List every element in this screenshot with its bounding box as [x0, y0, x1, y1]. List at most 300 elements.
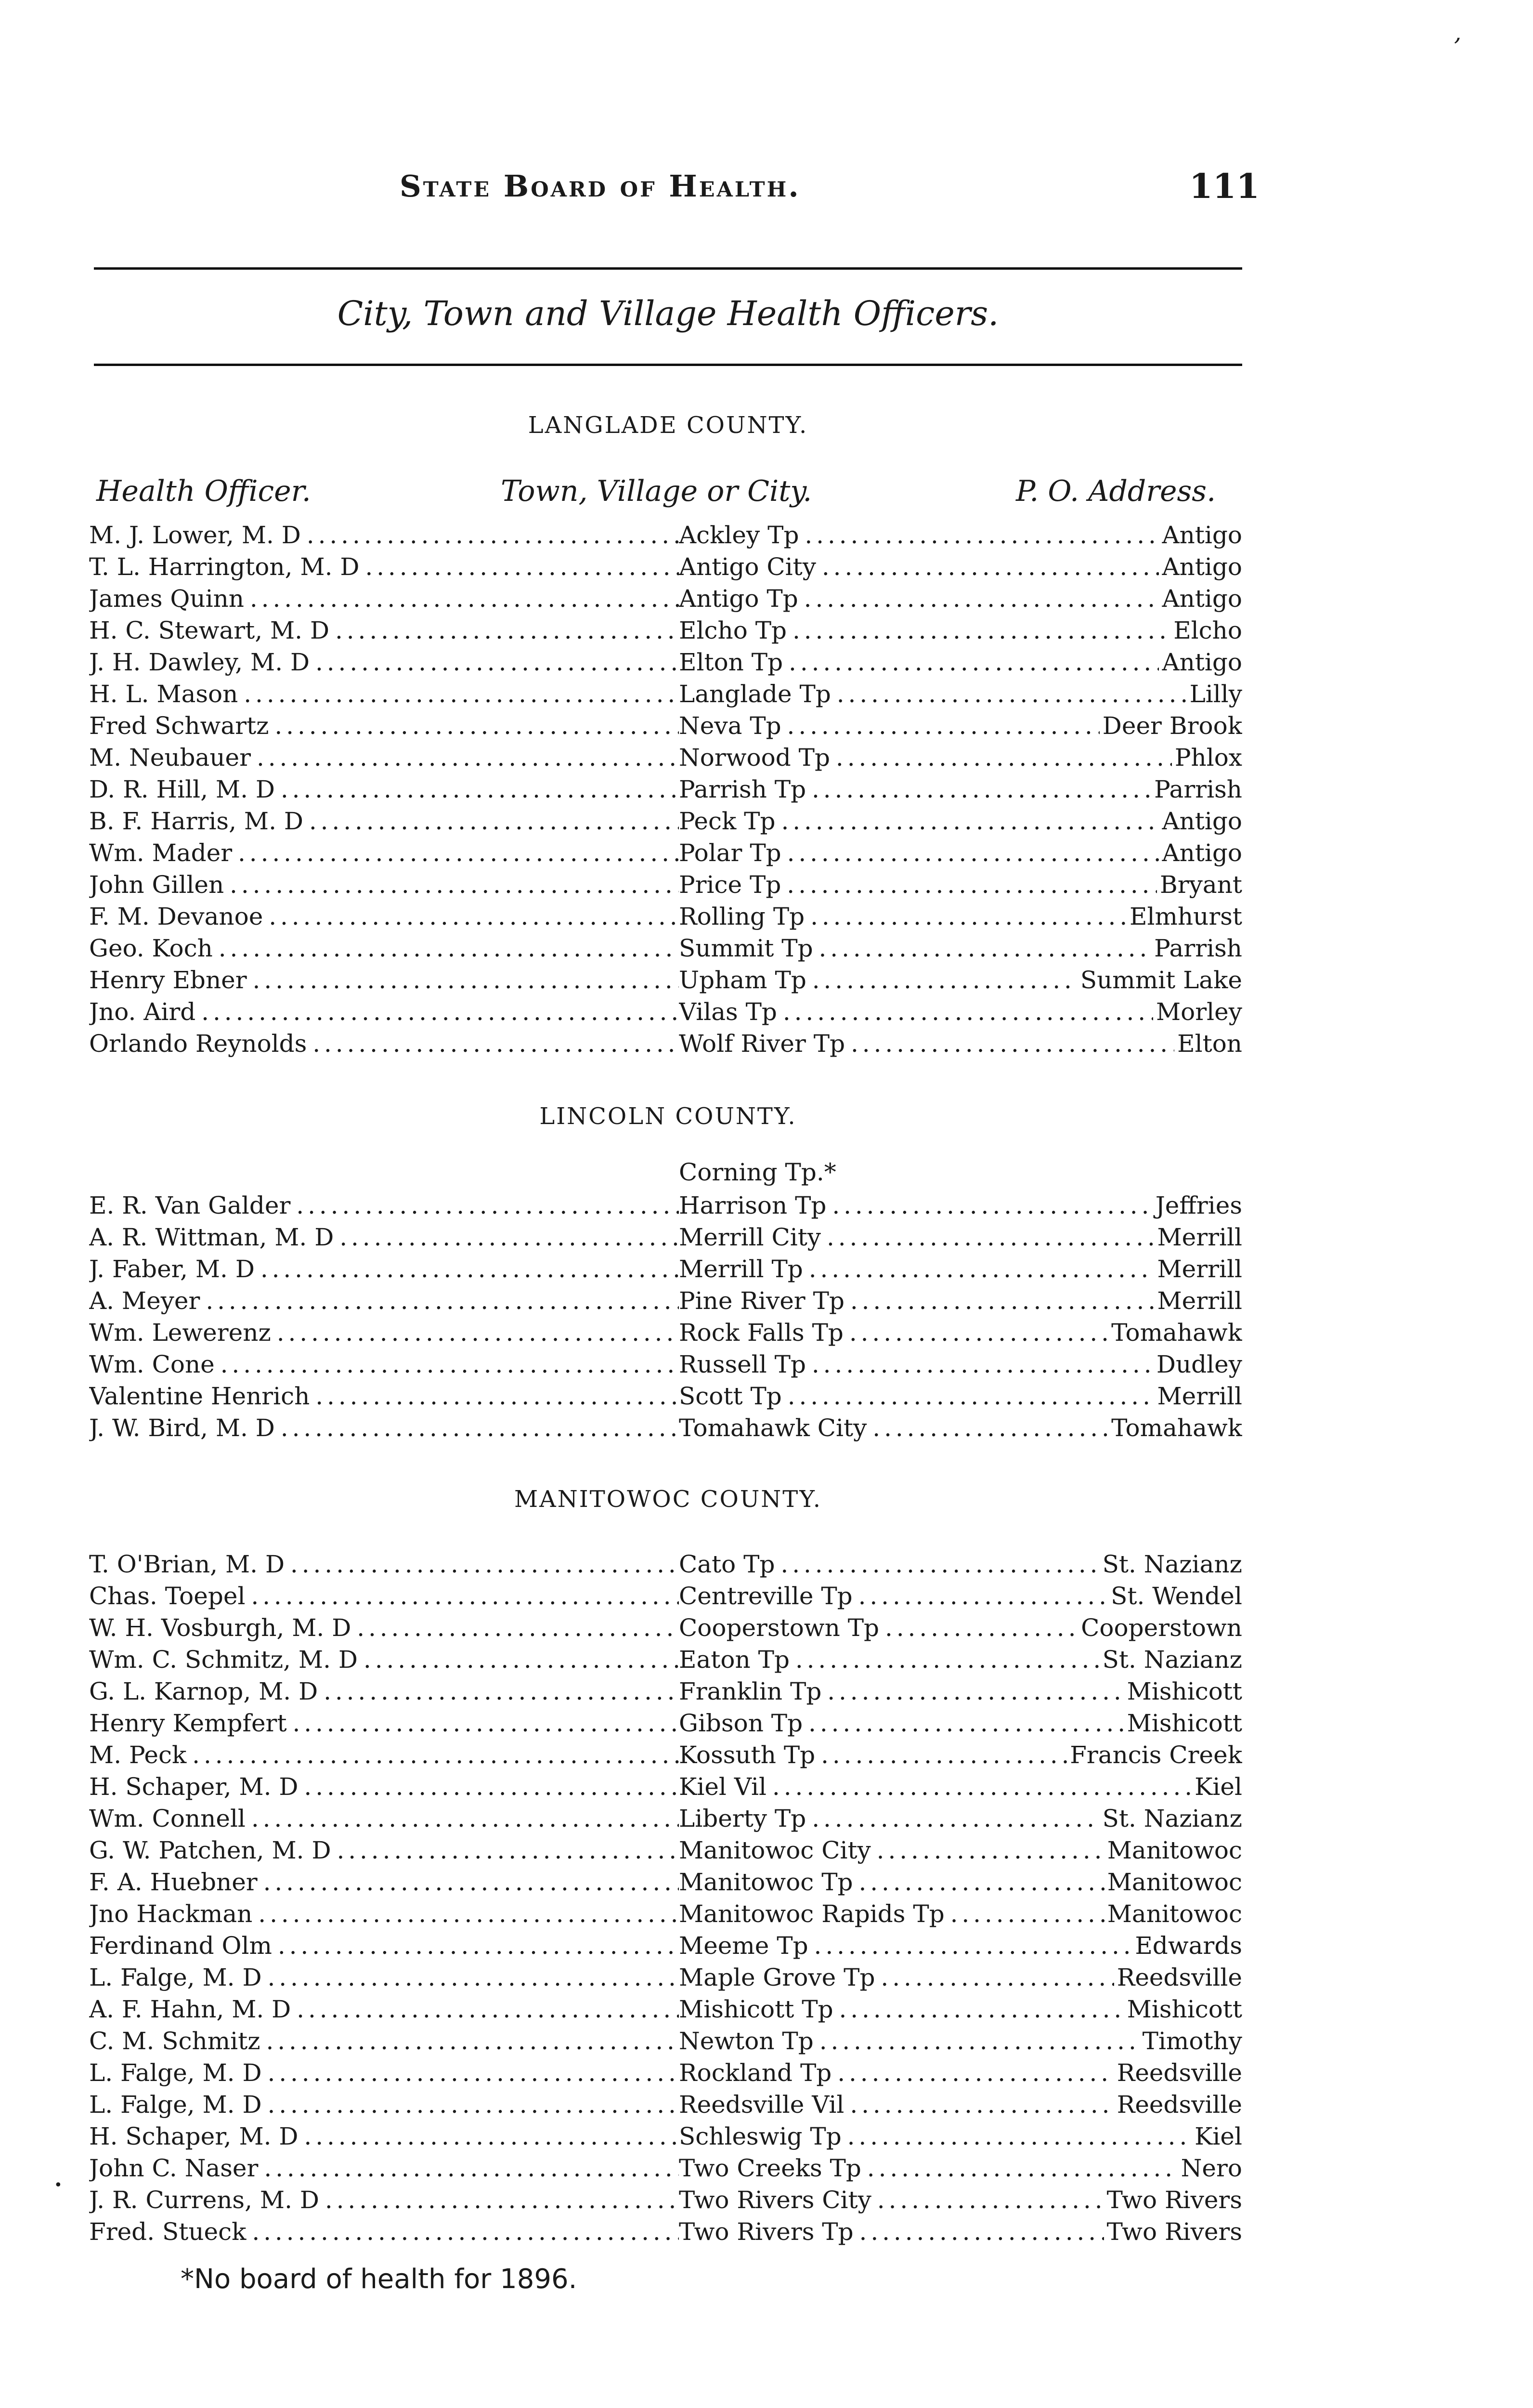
officer-text: Wm. Cone — [89, 1350, 215, 1378]
list-item — [89, 932, 1242, 964]
town-text: Reedsville Vil . . . — [679, 2091, 1242, 2119]
town-village-city — [679, 2120, 1242, 2152]
town-village-city — [679, 710, 1242, 742]
post-office-address: Morley — [1153, 996, 1242, 1028]
post-office-address: Reedsville — [1114, 2089, 1242, 2120]
title-rule — [94, 364, 1242, 366]
list-item — [89, 1190, 1242, 1221]
post-office-address: Parrish — [1151, 932, 1242, 964]
list-item — [89, 2216, 1242, 2248]
health-officer-name — [89, 1962, 679, 1993]
town-text: Wolf River Tp . . . — [679, 1030, 1242, 1058]
margin-mark: , — [1454, 19, 1462, 46]
list-item — [89, 2025, 1242, 2057]
post-office-address: Kiel — [1192, 1771, 1242, 1803]
town-village-city — [679, 615, 1242, 646]
town-village-city — [679, 1253, 1242, 1285]
town-village-city — [679, 805, 1242, 837]
health-officer-name — [89, 1285, 679, 1317]
town-text: Russell Tp . . . — [679, 1350, 1242, 1378]
health-officer-name — [89, 2057, 679, 2089]
health-officer-name — [89, 869, 679, 901]
town-text: Antigo City . . . — [679, 553, 1242, 581]
town-text: Ackley Tp . . . — [679, 521, 1242, 549]
officer-text: Orlando Reynolds — [89, 1030, 307, 1058]
list-item — [89, 1834, 1242, 1866]
post-office-address: Mishicott — [1124, 1675, 1242, 1707]
town-village-city — [679, 773, 1242, 805]
health-officer-name — [89, 646, 679, 678]
page-number: 111 — [1189, 166, 1260, 206]
post-office-address: St. Wendel — [1108, 1580, 1242, 1612]
list-item — [89, 869, 1242, 901]
town-text: Rolling Tp . . . — [679, 903, 1242, 930]
town-text: Vilas Tp . . . — [679, 998, 1242, 1026]
officer-text: John Gillen — [89, 871, 224, 899]
list-item — [89, 1028, 1242, 1060]
town-village-city — [679, 869, 1242, 901]
town-village-city — [679, 519, 1242, 551]
officer-text: H. Schaper, M. D — [89, 1773, 299, 1801]
list-item — [89, 1612, 1242, 1644]
post-office-address: Cooperstown — [1078, 1612, 1242, 1644]
officer-text: Chas. Toepel — [89, 1582, 246, 1610]
officer-text: Jno. Aird — [89, 998, 196, 1026]
town-village-city — [679, 1866, 1242, 1898]
officer-text: J. Faber, M. D — [89, 1255, 255, 1283]
health-officer-name — [89, 551, 679, 583]
post-office-address: Elcho — [1170, 615, 1242, 646]
officer-text: Henry Kempfert — [89, 1709, 287, 1737]
post-office-address: Mishicott — [1124, 1707, 1242, 1739]
town-village-city — [679, 1028, 1242, 1060]
post-office-address: Manitowoc — [1104, 1898, 1242, 1930]
town-village-city — [679, 2089, 1242, 2120]
post-office-address: Merrill — [1154, 1253, 1242, 1285]
officer-text: F. A. Huebner — [89, 1868, 258, 1896]
town-village-city — [679, 1739, 1242, 1771]
post-office-address: Two Rivers — [1104, 2184, 1242, 2216]
town-village-city — [679, 996, 1242, 1028]
health-officer-name — [89, 1675, 679, 1707]
town-text: Langlade Tp . . . — [679, 680, 1242, 708]
post-office-address: Jeffries — [1153, 1190, 1242, 1221]
health-officer-name — [89, 2025, 679, 2057]
post-office-address: Antigo — [1159, 805, 1242, 837]
health-officer-name — [89, 2120, 679, 2152]
officer-text: H. L. Mason — [89, 680, 238, 708]
town-village-city — [679, 1580, 1242, 1612]
health-officer-name — [89, 1612, 679, 1644]
officer-text: J. H. Dawley, M. D — [89, 648, 310, 676]
town-village-city — [679, 1548, 1242, 1580]
list-item — [89, 710, 1242, 742]
post-office-address: Mishicott — [1124, 1993, 1242, 2025]
health-officer-name — [89, 2152, 679, 2184]
list-item — [89, 1348, 1242, 1380]
town-village-city — [679, 1803, 1242, 1834]
town-text: Maple Grove Tp . . . — [679, 1963, 1242, 1991]
post-office-address: Merrill — [1154, 1380, 1242, 1412]
list-item — [89, 615, 1242, 646]
town-village-city — [679, 2152, 1242, 2184]
health-officer-name — [89, 1803, 679, 1834]
town-text: Parrish Tp . . . — [679, 775, 1242, 803]
health-officer-name — [89, 519, 679, 551]
town-text: Summit Tp . . . — [679, 934, 1242, 962]
town-village-city — [679, 1412, 1242, 1444]
town-village-city — [679, 551, 1242, 583]
town-village-city — [679, 1644, 1242, 1675]
list-item — [89, 2152, 1242, 2184]
list-item — [89, 1644, 1242, 1675]
town-text: Mishicott Tp . . . — [679, 1995, 1242, 2023]
town-village-city — [679, 2216, 1242, 2248]
health-officer-name — [89, 837, 679, 869]
post-office-address: St. Nazianz — [1100, 1548, 1242, 1580]
town-village-city — [679, 1898, 1242, 1930]
town-text: Rockland Tp . . . — [679, 2059, 1242, 2087]
post-office-address: Dudley — [1154, 1348, 1242, 1380]
running-title: State Board of Health. — [400, 169, 801, 204]
post-office-address: Reedsville — [1114, 1962, 1242, 1993]
officer-text: C. M. Schmitz — [89, 2027, 260, 2055]
post-office-address: Bryant — [1157, 869, 1242, 901]
town-text: Peck Tp . . . — [679, 807, 1242, 835]
post-office-address: Parrish — [1151, 773, 1242, 805]
health-officer-name — [89, 996, 679, 1028]
town-text: Liberty Tp . . . — [679, 1805, 1242, 1832]
list-item — [89, 1580, 1242, 1612]
post-office-address: Antigo — [1159, 646, 1242, 678]
officer-text: E. R. Van Galder — [89, 1191, 291, 1219]
county-heading-manitowoc: MANITOWOC COUNTY. — [514, 1486, 822, 1513]
health-officer-name — [89, 1190, 679, 1221]
health-officer-name — [89, 1739, 679, 1771]
officer-text: T. O'Brian, M. D — [89, 1550, 285, 1578]
town-text: Elcho Tp . . . — [679, 616, 1242, 644]
officer-text: Ferdinand Olm — [89, 1932, 272, 1960]
list-item — [89, 1253, 1242, 1285]
top-rule — [94, 267, 1242, 270]
officer-text: J. W. Bird, M. D — [89, 1414, 275, 1442]
post-office-address: Antigo — [1159, 583, 1242, 615]
town-village-city — [679, 583, 1242, 615]
post-office-address: Kiel — [1192, 2120, 1242, 2152]
officer-text: B. F. Harris, M. D — [89, 807, 303, 835]
health-officer-name — [89, 1253, 679, 1285]
list-item — [89, 1221, 1242, 1253]
town-village-city — [679, 1834, 1242, 1866]
post-office-address: Manitowoc — [1104, 1866, 1242, 1898]
health-officer-name — [89, 2184, 679, 2216]
health-officer-name — [89, 1348, 679, 1380]
post-office-address: Tomahawk — [1108, 1317, 1242, 1348]
post-office-address: Elmhurst — [1127, 901, 1242, 932]
town-village-city — [679, 742, 1242, 773]
list-item — [89, 1285, 1242, 1317]
officer-text: Fred. Stueck — [89, 2218, 247, 2246]
town-village-city — [679, 964, 1242, 996]
officer-text: Wm. Lewerenz — [89, 1319, 271, 1347]
footnote: *No board of health for 1896. — [181, 2264, 577, 2295]
list-item — [89, 2120, 1242, 2152]
health-officer-name — [89, 1898, 679, 1930]
health-officer-name — [89, 1771, 679, 1803]
column-header-officer: Health Officer. — [96, 474, 311, 508]
officer-text: L. Falge, M. D — [89, 1963, 262, 1991]
officer-text: Jno Hackman — [89, 1900, 253, 1928]
town-text: Cooperstown Tp . . . — [679, 1614, 1242, 1642]
list-item — [89, 773, 1242, 805]
town-text: Manitowoc Rapids Tp . . . — [679, 1900, 1242, 1928]
town-text: Tomahawk City . . . — [679, 1414, 1242, 1442]
health-officer-name — [89, 1028, 679, 1060]
town-village-city — [679, 901, 1242, 932]
list-item — [89, 583, 1242, 615]
list-item — [89, 2184, 1242, 2216]
margin-bullet: • — [54, 2177, 63, 2194]
town-text: Manitowoc City . . . — [679, 1836, 1242, 1864]
list-item — [89, 1930, 1242, 1962]
health-officer-name — [89, 1834, 679, 1866]
health-officer-name — [89, 1380, 679, 1412]
town-text: Eaton Tp . . . — [679, 1646, 1242, 1674]
post-office-address: Summit Lake — [1078, 964, 1242, 996]
list-item — [89, 1993, 1242, 2025]
town-text: Two Rivers Tp . . . — [679, 2218, 1242, 2246]
officer-text: James Quinn — [89, 585, 244, 613]
town-text: Franklin Tp . . . — [679, 1677, 1242, 1705]
town-village-city — [679, 1285, 1242, 1317]
list-item — [89, 1962, 1242, 1993]
list-item — [89, 996, 1242, 1028]
health-officer-name — [89, 1644, 679, 1675]
officer-text: Valentine Henrich — [89, 1382, 310, 1410]
town-village-city — [679, 1317, 1242, 1348]
town-village-city — [679, 1348, 1242, 1380]
post-office-address: Two Rivers — [1104, 2216, 1242, 2248]
town-village-city — [679, 2057, 1242, 2089]
town-village-city — [679, 1962, 1242, 1993]
town-village-city — [679, 1675, 1242, 1707]
officer-text: D. R. Hill, M. D — [89, 775, 275, 803]
post-office-address: Antigo — [1159, 837, 1242, 869]
town-village-city — [679, 1612, 1242, 1644]
post-office-address: Francis Creek — [1067, 1739, 1242, 1771]
town-village-city — [679, 2025, 1242, 2057]
post-office-address: Tomahawk — [1108, 1412, 1242, 1444]
health-officer-name — [89, 805, 679, 837]
town-text: Polar Tp . . . — [679, 839, 1242, 867]
officer-text: L. Falge, M. D — [89, 2091, 262, 2119]
health-officer-name — [89, 2089, 679, 2120]
town-village-city — [679, 646, 1242, 678]
list-item — [89, 1739, 1242, 1771]
town-village-city — [679, 1380, 1242, 1412]
health-officer-name — [89, 1548, 679, 1580]
health-officer-name — [89, 932, 679, 964]
town-text: Meeme Tp . . . — [679, 1932, 1242, 1960]
town-text: Upham Tp . . . — [679, 966, 1242, 994]
list-item — [89, 1380, 1242, 1412]
list-item — [89, 742, 1242, 773]
list-item — [89, 837, 1242, 869]
officer-text: Wm. Mader — [89, 839, 233, 867]
health-officer-name — [89, 1317, 679, 1348]
health-officer-name — [89, 901, 679, 932]
town-text: Antigo Tp . . . — [679, 585, 1242, 613]
post-office-address: Lilly — [1187, 678, 1242, 710]
list-item — [89, 1675, 1242, 1707]
health-officer-name — [89, 1707, 679, 1739]
town-text: Pine River Tp . . . — [679, 1287, 1242, 1315]
health-officer-name — [89, 1993, 679, 2025]
town-village-city — [679, 1190, 1242, 1221]
officer-text: John C. Naser — [89, 2154, 259, 2182]
health-officer-name — [89, 710, 679, 742]
county-list-lincoln — [89, 1190, 1242, 1444]
list-item — [89, 901, 1242, 932]
health-officer-name — [89, 2216, 679, 2248]
post-office-address: St. Nazianz — [1100, 1803, 1242, 1834]
town-text: Newton Tp . . . — [679, 2027, 1242, 2055]
town-text: Schleswig Tp . . . — [679, 2122, 1242, 2150]
town-village-city — [679, 1993, 1242, 2025]
post-office-address: Antigo — [1159, 551, 1242, 583]
list-item — [89, 1548, 1242, 1580]
post-office-address: Edwards — [1132, 1930, 1242, 1962]
post-office-address: Elton — [1174, 1028, 1242, 1060]
post-office-address: Merrill — [1154, 1221, 1242, 1253]
town-text: Norwood Tp . . . — [679, 744, 1242, 772]
officer-text: A. R. Wittman, M. D — [89, 1223, 334, 1251]
town-village-city — [679, 1771, 1242, 1803]
list-item — [89, 678, 1242, 710]
county-heading-lincoln: LINCOLN COUNTY. — [539, 1103, 797, 1130]
officer-text: H. C. Stewart, M. D — [89, 616, 330, 644]
officer-text: G. L. Karnop, M. D — [89, 1677, 318, 1705]
post-office-address: Timothy — [1140, 2025, 1242, 2057]
county-note-line: Corning Tp.* — [679, 1158, 836, 1186]
health-officer-name — [89, 773, 679, 805]
post-office-address: Nero — [1178, 2152, 1242, 2184]
town-text: Rock Falls Tp . . . — [679, 1319, 1242, 1347]
column-header-address: P. O. Address. — [1016, 474, 1216, 508]
health-officer-name — [89, 1866, 679, 1898]
section-title: City, Town and Village Health Officers. — [337, 294, 999, 333]
post-office-address: Antigo — [1159, 519, 1242, 551]
county-heading-langlade: LANGLADE COUNTY. — [528, 412, 808, 439]
town-village-city — [679, 932, 1242, 964]
officer-text: G. W. Patchen, M. D — [89, 1836, 331, 1864]
town-text: Two Rivers City . . . — [679, 2186, 1242, 2214]
town-text: Merrill Tp . . . — [679, 1255, 1242, 1283]
officer-text: Wm. C. Schmitz, M. D — [89, 1646, 358, 1674]
town-text: Gibson Tp . . . — [679, 1709, 1242, 1737]
list-item — [89, 2089, 1242, 2120]
town-text: Scott Tp . . . — [679, 1382, 1242, 1410]
list-item — [89, 1803, 1242, 1834]
post-office-address: Phlox — [1172, 742, 1242, 773]
officer-text: M. J. Lower, M. D — [89, 521, 301, 549]
post-office-address: Merrill — [1154, 1285, 1242, 1317]
officer-text: L. Falge, M. D — [89, 2059, 262, 2087]
town-text: Manitowoc Tp . . . — [679, 1868, 1242, 1896]
town-village-city — [679, 837, 1242, 869]
list-item — [89, 551, 1242, 583]
list-item — [89, 1898, 1242, 1930]
health-officer-name — [89, 678, 679, 710]
officer-text: A. F. Hahn, M. D — [89, 1995, 291, 2023]
town-text: Kiel Vil . . . — [679, 1773, 1242, 1801]
town-text: Elton Tp . . . — [679, 648, 1242, 676]
officer-text: Henry Ebner — [89, 966, 247, 994]
town-text: Centreville Tp . . . — [679, 1582, 1242, 1610]
officer-text: Fred Schwartz — [89, 712, 269, 740]
list-item — [89, 1866, 1242, 1898]
town-text: Harrison Tp . . . — [679, 1191, 1242, 1219]
town-text: Kossuth Tp . . . — [679, 1741, 1242, 1769]
town-village-city — [679, 1707, 1242, 1739]
county-list-manitowoc — [89, 1548, 1242, 2248]
list-item — [89, 2057, 1242, 2089]
officer-text: F. M. Devanoe — [89, 903, 263, 930]
health-officer-name — [89, 1221, 679, 1253]
town-text: Merrill City . . . — [679, 1223, 1242, 1251]
officer-text: M. Neubauer — [89, 744, 251, 772]
county-list-langlade — [89, 519, 1242, 1060]
town-village-city — [679, 2184, 1242, 2216]
officer-text: A. Meyer — [89, 1287, 200, 1315]
health-officer-name — [89, 1930, 679, 1962]
list-item — [89, 646, 1242, 678]
post-office-address: Manitowoc — [1104, 1834, 1242, 1866]
list-item — [89, 1707, 1242, 1739]
town-text: Cato Tp . . . — [679, 1550, 1242, 1578]
list-item — [89, 519, 1242, 551]
health-officer-name — [89, 1412, 679, 1444]
health-officer-name — [89, 583, 679, 615]
health-officer-name — [89, 742, 679, 773]
health-officer-name — [89, 964, 679, 996]
town-text: Two Creeks Tp . . . — [679, 2154, 1242, 2182]
officer-text: Geo. Koch — [89, 934, 213, 962]
list-item — [89, 805, 1242, 837]
column-header-place: Town, Village or City. — [501, 474, 812, 508]
town-village-city — [679, 1930, 1242, 1962]
officer-text: T. L. Harrington, M. D — [89, 553, 360, 581]
officer-text: J. R. Currens, M. D — [89, 2186, 319, 2214]
list-item — [89, 1317, 1242, 1348]
officer-text: H. Schaper, M. D — [89, 2122, 299, 2150]
health-officer-name — [89, 1580, 679, 1612]
post-office-address: Deer Brook — [1100, 710, 1242, 742]
town-village-city — [679, 1221, 1242, 1253]
town-text: Neva Tp . . . — [679, 712, 1242, 740]
list-item — [89, 1412, 1242, 1444]
health-officer-name — [89, 615, 679, 646]
post-office-address: Reedsville — [1114, 2057, 1242, 2089]
officer-text: W. H. Vosburgh, M. D — [89, 1614, 351, 1642]
officer-text: M. Peck — [89, 1741, 187, 1769]
town-text: Price Tp . . . — [679, 871, 1242, 899]
list-item — [89, 964, 1242, 996]
officer-text: Wm. Connell — [89, 1805, 246, 1832]
town-village-city — [679, 678, 1242, 710]
post-office-address: St. Nazianz — [1100, 1644, 1242, 1675]
list-item — [89, 1771, 1242, 1803]
